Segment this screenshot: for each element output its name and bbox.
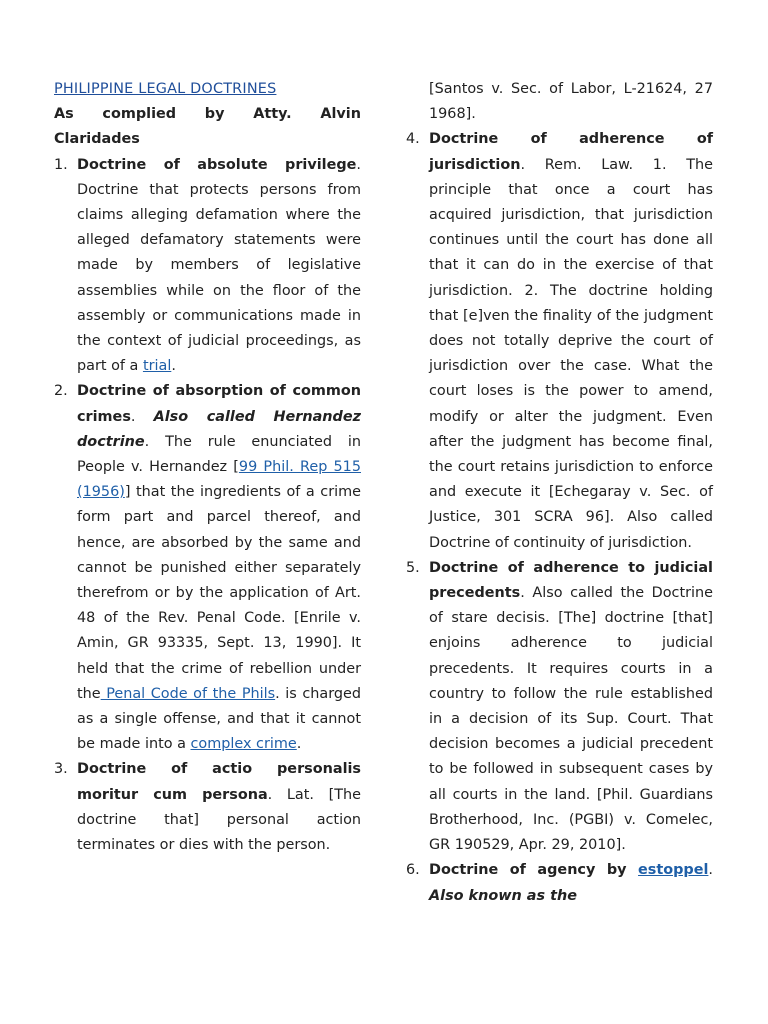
doctrine-item-1: 1. Doctrine of absolute privilege. Doctrine that protects persons from claims alleging defamation where the alleged defamatory statements were made by members of legislative assemblies while on the floor of the assembly or communications made in the context of judicial proceedings, as part of a trial. (54, 153, 361, 380)
doctrine-definition: . Also called the Doctrine of stare decisis. [The] doctrine [that] enjoins adherence to judicial precedents. It requires courts in a country to follow the rule established in a decision of its Sup. Court. That decision becomes a judicial precedent to be followed in subsequent cases by all courts in the land. [Phil. Guardians Brotherhood, Inc. (PGBI) v. Comelec, GR 190529, Apr. 29, 2010]. (429, 585, 713, 854)
doctrine-item-5 (406, 556, 713, 858)
doctrine-definition: . Rem. Law. 1. The principle that once a court has acquired jurisdiction, that jurisdiction continues until the court has done all that it can do in the exercise of that jurisdiction. 2. The doctrine holding that [e]ven the finality of the judgment does not totally deprive the court of jurisdiction over the case. What the court loses is the power to amend, modify or alter the judgment. Even after the judgment has become final, the court retains jurisdiction to enforce and execute it [Echegaray v. Sec. of Justice, 301 SCRA 96]. Also called Doctrine of continuity of jurisdiction. (429, 156, 713, 551)
doctrine-item-3 (54, 757, 361, 858)
complex-crime-link[interactable]: complex crime (190, 736, 297, 753)
item-number: 3. (54, 761, 68, 778)
doctrine-item-4 (406, 127, 713, 555)
doctrine-definition: . Lat. [The doctrine that] personal action terminates or dies with the person. (77, 786, 361, 854)
trial-link[interactable]: trial (142, 358, 172, 375)
doctrine-term: Doctrine of adherence to judicial precedents (429, 559, 713, 602)
doctrine-term: Doctrine of adherence of jurisdiction (429, 131, 713, 173)
doctrine-item-6: 6. Doctrine of agency by estoppel. Also known as the (406, 858, 713, 908)
author-name: Claridades (54, 131, 140, 148)
author-line: As complied by Atty. Alvin (54, 106, 361, 123)
item-number: 5. (406, 559, 420, 576)
document-title: PHILIPPINE LEGAL DOCTRINES (54, 81, 277, 97)
penal-code-link[interactable]: Penal Code of the Phils (100, 685, 276, 702)
doctrine-term: Doctrine of agency by (429, 862, 639, 879)
doctrine-item-3-continued: [Santos v. Sec. of Labor, L-21624, 27 1968]. (429, 81, 713, 123)
doctrine-term: Doctrine of absorption of common crimes (77, 383, 361, 425)
left-column (54, 77, 361, 858)
item-number: 1. (54, 156, 68, 173)
right-column (406, 77, 713, 909)
doctrine-alias: Also called Hernandez doctrine (77, 408, 361, 450)
doctrine-term: Doctrine of absolute privilege (77, 156, 357, 173)
item-number: 2. (54, 383, 68, 400)
item-number: 4. (406, 131, 420, 148)
doctrine-definition: . The rule enunciated in People v. Hernandez [ (77, 433, 361, 476)
doctrine-item-2: 2. Doctrine of absorption of common crimes. Also called Hernandez doctrine. The rule enunciated in People v. Hernandez [99 Phil. Rep 515 (1956)] that the ingredients of a crime form part and parcel thereof, and hence, are absorbed by the same and cannot be punished either separately therefrom or by the application of Art. 48 of the Rev. Penal Code. [Enrile v. Amin, GR 93335, Sept. 13, 1990]. It held that the crime of rebellion under the Penal Code of the Phils. is charged as a single offense, and that it cannot be made into a complex crime. (54, 379, 361, 757)
doctrine-term: Doctrine of actio personalis moritur cum persona (77, 761, 361, 803)
citation-link[interactable]: 99 Phil. Rep 515 (1956) (77, 459, 361, 501)
doctrine-alias: Also known as the (429, 887, 577, 904)
item-number: 6. (406, 862, 420, 879)
estoppel-link[interactable]: estoppel (638, 862, 709, 879)
doctrine-definition: . Doctrine that protects persons from claims alleging defamation where the alleged defamatory statements were made by members of legislative assemblies while on the floor of the assembly or communications made in the context of judicial proceedings, as part of a (77, 156, 361, 375)
